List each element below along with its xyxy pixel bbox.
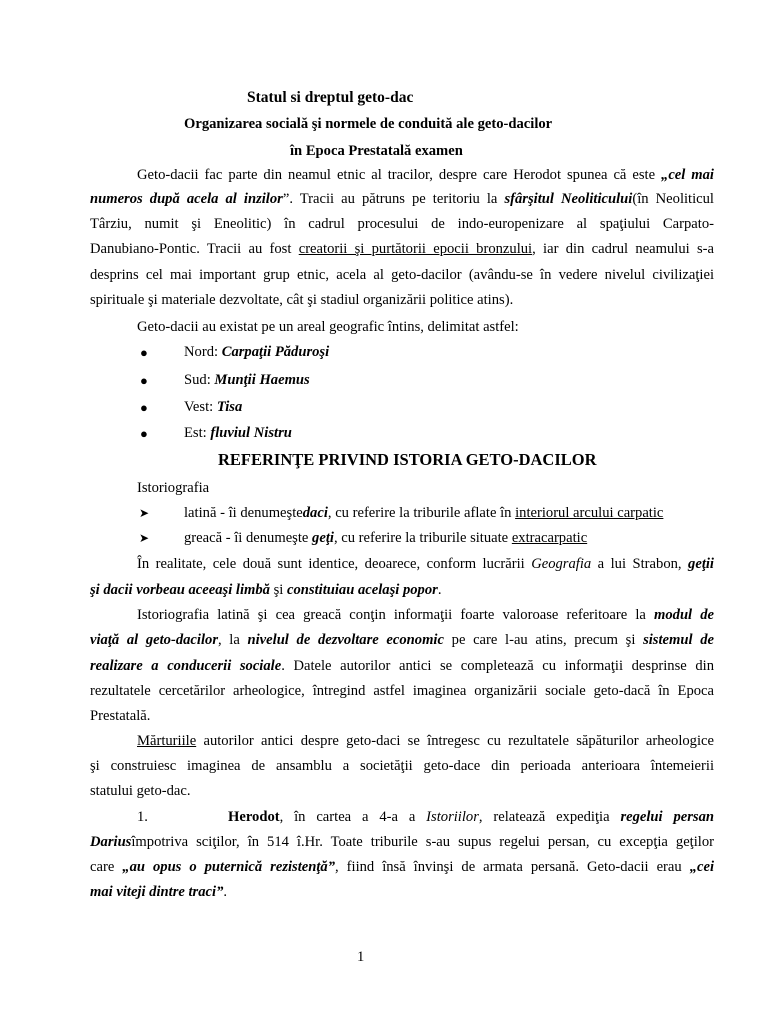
emphasis: şi dacii vorbeau aceeaşi limbă: [90, 582, 270, 598]
italic-text: Geografia: [531, 556, 592, 572]
region-item-north: [184, 345, 329, 360]
italic-text: Istoriilor: [426, 809, 479, 825]
p6-number: 1.: [137, 809, 148, 825]
text: greacă - îi denumeşte: [184, 530, 309, 546]
p4-line-1: [137, 608, 714, 623]
text: Danubiano-Pontic. Tracii au fost: [90, 241, 292, 257]
arrow-bullet-icon: ➤: [139, 506, 150, 520]
text: ”. Tracii au pătruns pe teritoriu la: [282, 191, 498, 207]
underlined-text: interiorul arcului carpatic: [515, 505, 664, 521]
text: , fiind însă învinşi de armata persană. Geto-dacii erau: [335, 859, 682, 875]
emphasis: numeros după acela al inzilor: [90, 191, 283, 207]
historiography-label: Istoriografia: [137, 480, 210, 496]
page-number: 1: [357, 949, 365, 965]
text: , relatează expediţia: [478, 809, 610, 825]
text: . Datele autorilor antici se completează cu informaţii desprinse din: [281, 658, 714, 674]
region-label: Vest:: [184, 399, 214, 415]
emphasis: sfârşitul Neoliticului: [504, 191, 633, 207]
text: Geto-dacii fac parte din neamul etnic al tracilor, despre care Herodot spunea că este: [137, 167, 656, 183]
emphasis: „cei: [689, 859, 714, 875]
text: latină - îi denumeşte: [184, 505, 303, 521]
emphasis: geţi: [312, 530, 334, 546]
text: , cu referire la triburile situate: [333, 530, 509, 546]
emphasis: modul de: [654, 607, 714, 623]
p4-line-3: [90, 659, 714, 674]
bullet-icon: ●: [140, 373, 148, 388]
p6-line-3: [90, 860, 714, 875]
text: , la: [218, 632, 240, 648]
p4-line-2: [90, 633, 714, 648]
p3-line-1: [137, 557, 714, 572]
bullet-icon: ●: [140, 345, 148, 360]
emphasis: „au opus o puternică rezistenţă”: [122, 859, 336, 875]
text: , cu referire la triburile aflate în: [327, 505, 512, 521]
text: , în cartea a 4-a a: [279, 809, 416, 825]
text: care: [90, 859, 115, 875]
bullet-icon: ●: [140, 400, 148, 415]
emphasis: viaţă al geto-dacilor: [90, 632, 218, 648]
underlined-text: creatorii şi purtătorii epocii bronzului: [298, 241, 533, 257]
p1-line-1: [137, 168, 714, 183]
emphasis: realizare a conducerii sociale: [90, 658, 282, 674]
underlined-text: extracarpatic: [511, 530, 588, 546]
text: În realitate, cele două sunt identice, deoarece, conform lucrării: [137, 556, 525, 572]
p1-line-4: [90, 242, 714, 257]
underlined-text: Mărturiile: [137, 733, 197, 749]
p1-line-5: desprins cel mai important grup etnic, acela al geto-dacilor (avându-se în vedere nivelul civilizaţiei: [90, 267, 714, 283]
text: a lui Strabon,: [597, 556, 682, 572]
subtitle-line-1: Organizarea socială şi normele de conduită ale geto-dacilor: [184, 116, 553, 132]
historiography-latin: [184, 506, 663, 521]
text: autorilor antici despre geto-daci se întregesc cu rezultatele săpăturilor arheologice: [203, 733, 714, 749]
emphasis: constituiau acelaşi popor: [287, 582, 438, 598]
p1-line-6: spirituale şi materiale dezvoltate, cât şi stadiul organizării politice atins).: [90, 292, 514, 308]
text: împotriva sciţilor, în 514 î.Hr. Toate triburile s-au supus regelui persan, cu excepţia geţilor: [131, 834, 714, 850]
text: .: [437, 582, 442, 598]
p6-line-2: [90, 835, 714, 850]
region-value: Tisa: [216, 399, 243, 415]
p5-line-1: [137, 734, 714, 749]
emphasis: geţii: [688, 556, 714, 572]
emphasis: nivelul de dezvoltare economic: [247, 632, 444, 648]
region-label: Sud:: [184, 372, 211, 388]
page-title: Statul si dreptul geto-dac: [247, 89, 414, 106]
p4-line-5: Prestatală.: [90, 708, 151, 724]
p6-line-1: [228, 810, 714, 825]
text: (în Neoliticul: [632, 191, 714, 207]
arrow-bullet-icon: ➤: [139, 531, 150, 545]
text: .: [223, 884, 228, 900]
region-value: Munţii Haemus: [214, 372, 310, 388]
text: pe care l-au atins, precum şi: [451, 632, 636, 648]
emphasis: daci: [302, 505, 328, 521]
region-item-west: [184, 400, 242, 415]
emphasis: regelui persan: [620, 809, 714, 825]
emphasis: „cel mai: [661, 167, 714, 183]
p4-line-4: rezultatele cercetărilor arheologice, întregind astfel imaginea organizării sociale geto-dacă în Epoca: [90, 683, 714, 699]
emphasis: sistemul de: [643, 632, 714, 648]
historiography-greek: [184, 531, 587, 546]
region-value: Carpaţii Păduroşi: [221, 344, 330, 360]
p6-line-4: [90, 885, 227, 900]
section-heading: REFERINŢE PRIVIND ISTORIA GETO-DACILOR: [218, 450, 597, 469]
region-value: fluviul Nistru: [210, 425, 292, 441]
p1-line-2: [90, 192, 714, 207]
p3-line-2: [90, 583, 442, 598]
subtitle-line-2: în Epoca Prestatală examen: [290, 143, 463, 159]
text: , iar din cadrul neamului s-a: [532, 241, 715, 257]
region-item-south: [184, 373, 310, 388]
p2-line: Geto-dacii au existat pe un areal geografic întins, delimitat astfel:: [137, 319, 519, 335]
emphasis: Herodot: [228, 809, 280, 825]
region-item-east: [184, 426, 292, 441]
emphasis: mai viteji dintre traci”: [90, 884, 224, 900]
p5-line-2: şi construiesc imaginea de ansamblu a societăţii geto-dace din perioada anterioara întemeierii: [90, 758, 714, 774]
p5-line-3: statului geto-dac.: [90, 783, 191, 799]
region-label: Nord:: [184, 344, 219, 360]
bullet-icon: ●: [140, 426, 148, 441]
region-label: Est:: [184, 425, 207, 441]
text: Istoriografia latină şi cea greacă conţin informaţii foarte valoroase referitoare la: [137, 607, 646, 623]
text: şi: [273, 582, 284, 598]
p1-line-3: Târziu, numit şi Eneolitic) în cadrul procesului de indo-europenizare al spaţiului Carpato-: [90, 216, 714, 232]
emphasis: Darius: [90, 834, 132, 850]
